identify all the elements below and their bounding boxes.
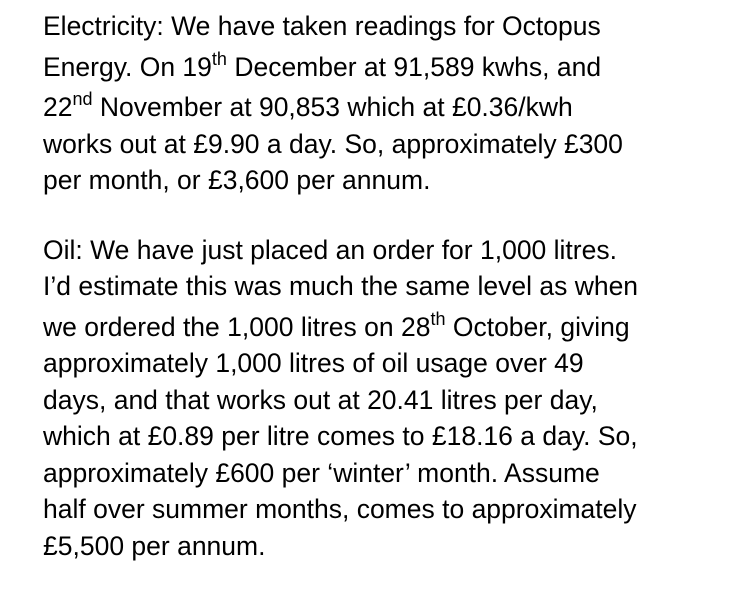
text-line	[43, 491, 733, 528]
text-run: Oil: We have just placed an order for 1,000 litres.	[43, 234, 617, 265]
text-line	[43, 305, 733, 346]
text-run: £5,500 per annum.	[43, 530, 266, 561]
text-run: half over summer months, comes to approximately	[43, 494, 637, 524]
text-run: I’d estimate this was much the same level as when	[43, 271, 639, 301]
ordinal-superscript: th	[211, 48, 227, 69]
text-line	[43, 418, 733, 455]
text-line	[43, 85, 733, 126]
text-run: per month, or £3,600 per annum.	[43, 165, 431, 195]
text-run: approximately £600 per ‘winter’ month. Assume	[43, 457, 600, 488]
text-run: Electricity: We have taken readings for Octopus	[43, 11, 601, 41]
text-run: 22	[43, 92, 73, 122]
text-line	[43, 45, 733, 86]
text-line	[43, 345, 733, 382]
text-line	[43, 232, 733, 269]
text-line	[43, 126, 733, 163]
text-line	[43, 8, 733, 45]
text-run: works out at £9.90 a day. So, approximately £300	[43, 128, 623, 159]
text-run: November at 90,853 which at £0.36/kwh	[92, 92, 573, 122]
electricity-paragraph	[43, 8, 733, 199]
text-line	[43, 528, 733, 565]
document-text	[43, 8, 733, 564]
text-run: we ordered the 1,000 litres on 28	[43, 311, 431, 342]
paragraph-gap	[43, 199, 733, 232]
text-line	[43, 268, 733, 305]
text-line	[43, 162, 733, 199]
text-line	[43, 455, 733, 492]
text-run: October, giving	[445, 311, 630, 342]
ordinal-superscript: th	[430, 308, 446, 329]
text-run: days, and that works out at 20.41 litres per day,	[43, 384, 598, 415]
text-run: December at 91,589 kwhs, and	[226, 51, 602, 82]
text-run: which at £0.89 per litre comes to £18.16 a day. So,	[43, 421, 638, 451]
ordinal-superscript: nd	[72, 89, 93, 110]
text-run: approximately 1,000 litres of oil usage over 49	[43, 348, 584, 378]
text-line	[43, 382, 733, 419]
oil-paragraph	[43, 232, 733, 565]
text-run: Energy. On 19	[43, 51, 212, 82]
